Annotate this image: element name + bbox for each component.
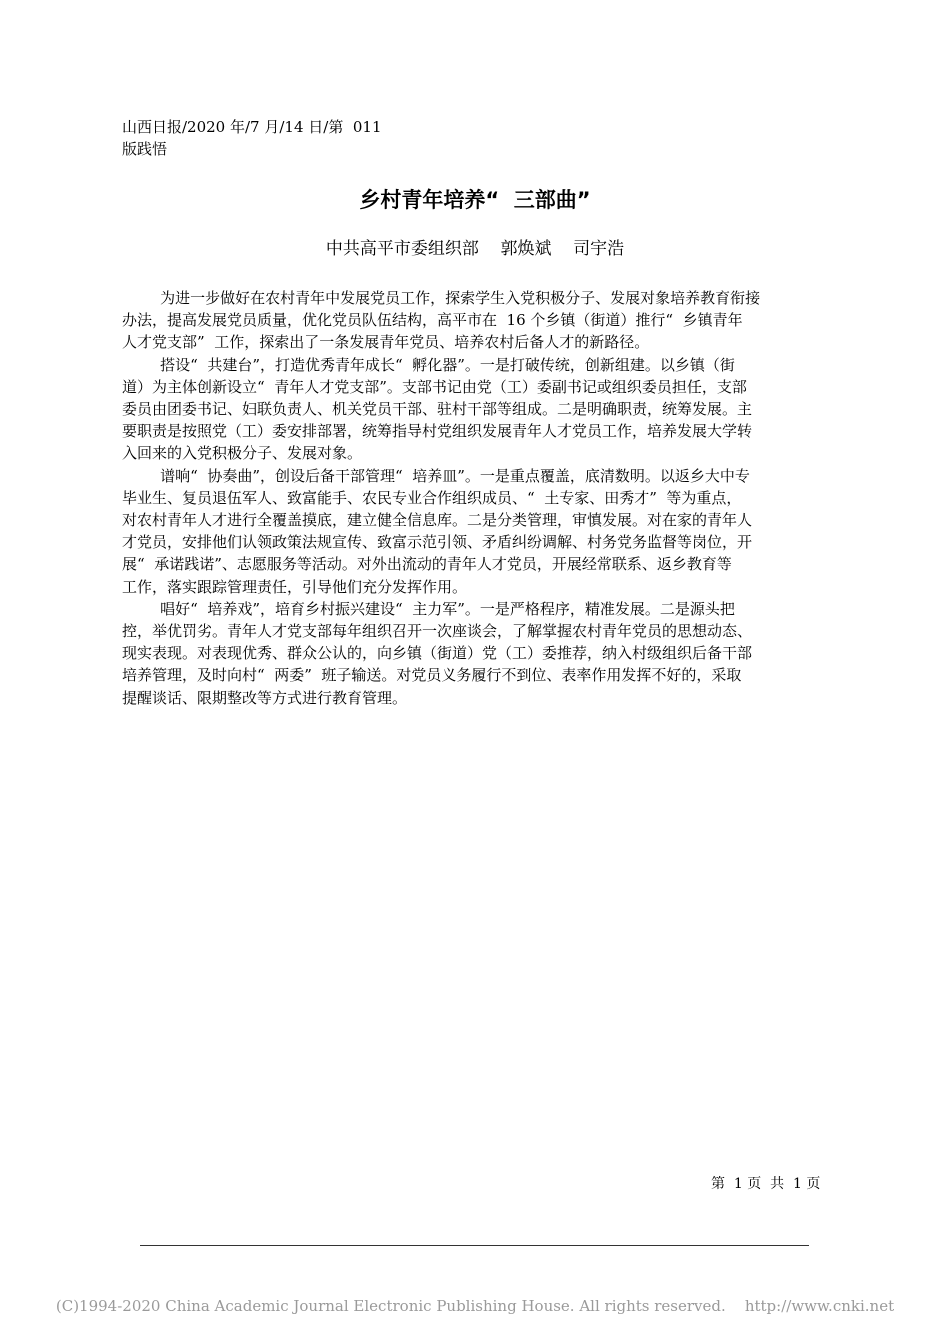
- paragraph-line: 展“ 承诺践诺”、志愿服务等活动。对外出流动的青年人才党员，开展经常联系、返乡教育等: [122, 555, 732, 574]
- article-byline: 中共高平市委组织部 郭焕斌 司宇浩: [325, 239, 625, 259]
- paragraph-line: 为进一步做好在农村青年中发展党员工作，探索学生入党积极分子、发展对象培养教育衔接: [122, 289, 761, 307]
- source-line-2: 版践悟: [122, 140, 168, 158]
- paragraph-line: 毕业生、复员退伍军人、致富能手、农民专业合作组织成员、“ 土专家、田秀才” 等为重点，: [122, 488, 742, 507]
- paragraph-line: 委员由团委书记、妇联负责人、机关党员干部、驻村干部等组成。二是明确职责，统筹发展。主: [122, 400, 753, 419]
- paragraph-line: 工作，落实跟踪管理责任，引导他们充分发挥作用。: [122, 577, 468, 596]
- source-info: [122, 116, 382, 160]
- paragraph-3: [122, 465, 832, 598]
- paragraph-4: [122, 598, 832, 709]
- paragraph-line: 唱好“ 培养戏”，培育乡村振兴建设“ 主力军”。一是严格程序，精准发展。二是源头把: [122, 599, 735, 618]
- paragraph-line: 搭设“ 共建台”，打造优秀青年成长“ 孵化器”。一是打破传统，创新组建。以乡镇（街: [122, 355, 735, 374]
- article-title: 乡村青年培养“ 三部曲”: [359, 188, 591, 212]
- article-body: [122, 287, 832, 709]
- footer-divider: [140, 1245, 809, 1246]
- paragraph-line: 才党员，安排他们认领政策法规宣传、致富示范引领、矛盾纠纷调解、村务党务监督等岗位，开: [122, 533, 753, 552]
- paragraph-line: 控，举优罚劣。青年人才党支部每年组织召开一次座谈会，了解掌握农村青年党员的思想动态、: [122, 622, 753, 641]
- paragraph-2: [122, 354, 832, 465]
- paragraph-line: 现实表现。对表现优秀、群众公认的，向乡镇（街道）党（工）委推荐，纳入村级组织后备干部: [122, 644, 753, 663]
- paragraph-line: 道）为主体创新设立“ 青年人才党支部”。支部书记由党（工）委副书记或组织委员担任，支部: [122, 377, 747, 396]
- paragraph-line: 入回来的入党积极分子、发展对象。: [122, 444, 363, 463]
- paragraph-line: 对农村青年人才进行全覆盖摸底，建立健全信息库。二是分类管理，审慎发展。对在家的青年人: [122, 511, 753, 530]
- paragraph-line: 要职责是按照党（工）委安排部署，统筹指导村党组织发展青年人才党员工作，培养发展大学转: [122, 422, 753, 441]
- copyright-watermark: (C)1994-2020 China Academic Journal Electronic Publishing House. All rights reserved. http://www.cnki.net: [55, 1297, 895, 1315]
- paragraph-line: 谱响“ 协奏曲”，创设后备干部管理“ 培养皿”。一是重点覆盖，底清数明。以返乡大中专: [122, 466, 750, 485]
- paragraph-1: [122, 287, 832, 354]
- paragraph-line: 人才党支部” 工作，探索出了一条发展青年党员、培养农村后备人才的新路径。: [122, 333, 650, 352]
- paragraph-line: 培养管理，及时向村“ 两委” 班子输送。对党员义务履行不到位、表率作用发挥不好的，采取: [122, 666, 742, 685]
- page-number: 第 1 页 共 1 页: [711, 1176, 821, 1192]
- paragraph-line: 办法，提高发展党员质量，优化党员队伍结构，高平市在 16 个乡镇（街道）推行“ 乡镇青年: [122, 311, 743, 330]
- source-line-1: 山西日报/2020 年/7 月/14 日/第 011: [122, 118, 382, 136]
- paragraph-line: 提醒谈话、限期整改等方式进行教育管理。: [122, 688, 408, 707]
